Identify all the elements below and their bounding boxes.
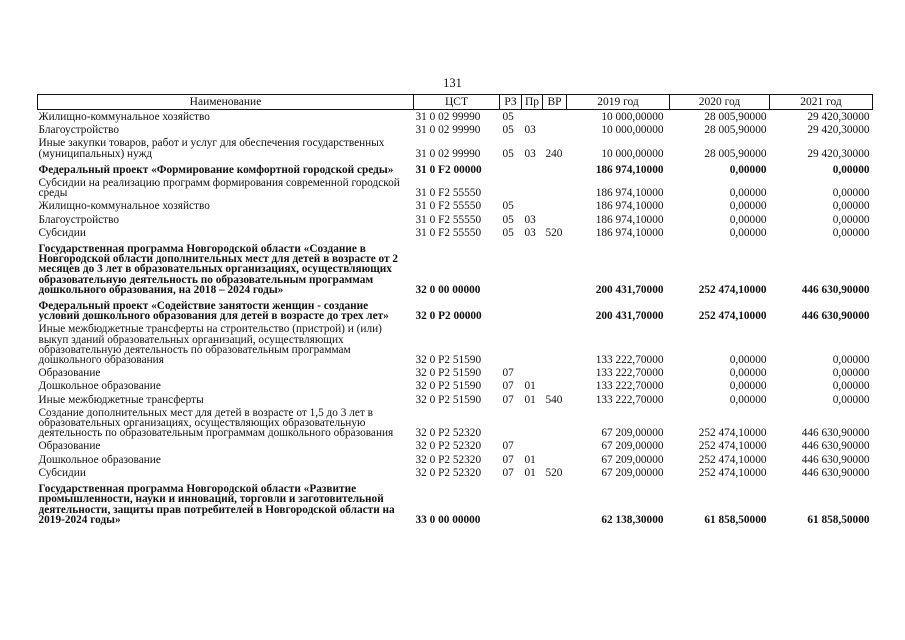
row-name: Государственная программа Новгородской области «Создание в Новгородской области дополнительных мест для детей в возрасте от 2 месяцев до 3 лет в образовательных организациях, осуществляющих образовательную деятельность по образовательным программам дошкольного образования, на 2018 – 2024 годы» xyxy=(38,243,399,296)
table-row xyxy=(38,322,873,366)
row-2020: 252 474,10000 xyxy=(698,427,767,440)
row-2021: 29 420,30000 xyxy=(807,111,870,123)
row-name: Образование xyxy=(38,440,101,453)
row-2020: 252 474,10000 xyxy=(698,453,767,466)
row-2019: 186 974,10000 xyxy=(595,213,664,226)
row-name: Жилищно-коммунальное хозяйство xyxy=(38,200,210,213)
row-vr xyxy=(543,379,567,392)
table-row xyxy=(38,479,873,526)
row-2021: 446 630,90000 xyxy=(801,283,870,296)
row-name: Субсидии на реализацию программ формирования современной городской среды xyxy=(38,177,400,200)
row-2019: 10 000,00000 xyxy=(601,111,664,123)
row-rz: 07 xyxy=(502,393,514,406)
row-name: Жилищно-коммунальное хозяйство xyxy=(38,111,210,123)
row-2021: 0,00000 xyxy=(832,354,870,367)
row-2021: 0,00000 xyxy=(832,213,870,226)
row-cst: 32 0 P2 52320 xyxy=(415,440,482,453)
row-name: Иные межбюджетные трансферты xyxy=(38,393,204,406)
table-row xyxy=(38,393,873,406)
table-header-row xyxy=(38,95,873,110)
row-cst: 32 0 P2 00000 xyxy=(415,310,482,323)
row-2021: 0,00000 xyxy=(832,380,870,393)
row-pr: 01 xyxy=(524,453,536,466)
row-2020: 28 005,90000 xyxy=(704,124,767,137)
table-row xyxy=(38,453,873,466)
row-cst: 32 0 P2 51590 xyxy=(415,393,482,406)
row-2020: 252 474,10000 xyxy=(698,310,767,323)
row-name: Благоустройство xyxy=(38,124,119,137)
row-cst: 31 0 F2 00000 xyxy=(415,163,482,176)
row-vr xyxy=(543,479,567,526)
row-rz xyxy=(500,322,522,366)
table-row xyxy=(38,160,873,176)
row-2020: 0,00000 xyxy=(729,226,767,239)
row-2021: 29 420,30000 xyxy=(807,147,870,160)
row-2019: 67 209,00000 xyxy=(601,466,664,479)
row-2020: 0,00000 xyxy=(729,380,767,393)
row-cst: 32 0 P2 51590 xyxy=(415,380,482,393)
row-name: Государственная программа Новгородской области «Развитие промышленности, науки и инноваций, торговли и заготовительной деятельности, защиты прав потребителей в Новгородской области на 2019-2024 годы» xyxy=(38,483,395,526)
row-2019: 133 222,70000 xyxy=(595,367,664,380)
row-rz: 05 xyxy=(502,200,514,213)
row-cst: 33 0 00 00000 xyxy=(415,513,481,526)
row-2021: 446 630,90000 xyxy=(801,310,870,323)
row-pr: 03 xyxy=(524,226,536,239)
row-rz: 07 xyxy=(502,453,514,466)
row-rz: 05 xyxy=(502,226,514,239)
row-rz xyxy=(500,239,522,296)
row-vr xyxy=(543,453,567,466)
row-2019: 200 431,70000 xyxy=(595,283,664,296)
row-pr: 03 xyxy=(524,147,536,160)
row-pr xyxy=(522,296,543,322)
row-2020: 0,00000 xyxy=(729,213,767,226)
table-row xyxy=(38,110,873,124)
row-2021: 29 420,30000 xyxy=(807,124,870,137)
row-2019: 186 974,10000 xyxy=(595,226,664,239)
table-row xyxy=(38,176,873,199)
row-pr xyxy=(522,160,543,176)
header-2021: 2021 год xyxy=(770,95,873,110)
row-name: Создание дополнительных мест для детей в возрасте от 1,5 до 3 лет в образовательных организациях, осуществляющих образовательную деятельность по образовательным программам дошкольного образования xyxy=(38,406,394,440)
table-body xyxy=(38,110,873,526)
row-2021: 446 630,90000 xyxy=(801,466,870,479)
row-name: Благоустройство xyxy=(38,213,119,226)
row-2020: 28 005,90000 xyxy=(704,111,767,123)
row-2020: 61 858,50000 xyxy=(704,513,767,526)
row-2021: 0,00000 xyxy=(832,200,870,213)
row-2019: 10 000,00000 xyxy=(601,147,664,160)
row-2020: 0,00000 xyxy=(729,354,767,367)
row-cst: 31 0 F2 55550 xyxy=(415,187,482,200)
row-vr xyxy=(543,176,567,199)
row-2019: 62 138,30000 xyxy=(601,513,664,526)
row-pr xyxy=(522,406,543,440)
row-cst: 32 0 P2 51590 xyxy=(415,367,482,380)
row-cst: 32 0 P2 52320 xyxy=(415,453,482,466)
row-cst: 31 0 F2 55550 xyxy=(415,226,482,239)
row-name: Субсидии xyxy=(38,226,86,239)
table-row xyxy=(38,366,873,379)
row-2019: 186 974,10000 xyxy=(595,187,664,200)
row-vr xyxy=(543,160,567,176)
row-rz: 07 xyxy=(502,466,514,479)
header-pr: Пр xyxy=(522,95,543,110)
table-row xyxy=(38,296,873,322)
table-row xyxy=(38,466,873,479)
row-2019: 186 974,10000 xyxy=(595,163,664,176)
row-rz xyxy=(500,176,522,199)
row-cst: 32 0 00 00000 xyxy=(415,283,481,296)
header-name: Наименование xyxy=(38,95,414,110)
row-pr xyxy=(522,176,543,199)
row-2020: 0,00000 xyxy=(729,367,767,380)
row-pr: 01 xyxy=(524,466,536,479)
table-row xyxy=(38,136,873,159)
row-cst: 31 0 F2 55550 xyxy=(415,200,482,213)
row-pr xyxy=(522,366,543,379)
table-row xyxy=(38,406,873,440)
row-2019: 10 000,00000 xyxy=(601,124,664,137)
table-row xyxy=(38,123,873,136)
header-cst: ЦСТ xyxy=(414,95,500,110)
table-row xyxy=(38,239,873,296)
row-pr: 01 xyxy=(524,380,536,393)
row-2020: 252 474,10000 xyxy=(698,440,767,453)
row-2021: 446 630,90000 xyxy=(801,440,870,453)
table-row xyxy=(38,199,873,212)
row-cst: 32 0 P2 52320 xyxy=(415,466,482,479)
row-pr xyxy=(522,439,543,452)
row-vr xyxy=(543,239,567,296)
row-name: Субсидии xyxy=(38,466,86,479)
row-rz xyxy=(500,160,522,176)
row-cst: 31 0 02 99990 xyxy=(415,147,481,160)
row-vr: 540 xyxy=(545,393,563,406)
row-2020: 0,00000 xyxy=(729,393,767,406)
row-pr xyxy=(522,239,543,296)
row-name: Дошкольное образование xyxy=(38,453,161,466)
page-number: 131 xyxy=(443,76,462,90)
row-vr xyxy=(543,322,567,366)
row-2019: 133 222,70000 xyxy=(595,354,664,367)
row-2021: 0,00000 xyxy=(832,187,870,200)
row-rz: 05 xyxy=(502,124,514,137)
table-row xyxy=(38,226,873,239)
header-2019: 2019 год xyxy=(567,95,670,110)
row-2021: 0,00000 xyxy=(832,226,870,239)
row-2021: 61 858,50000 xyxy=(807,513,870,526)
row-vr xyxy=(543,199,567,212)
row-pr xyxy=(522,322,543,366)
table-row xyxy=(38,439,873,452)
row-2021: 0,00000 xyxy=(832,367,870,380)
row-vr xyxy=(543,366,567,379)
row-2020: 252 474,10000 xyxy=(698,283,767,296)
row-pr: 01 xyxy=(524,393,536,406)
row-rz: 07 xyxy=(502,367,514,380)
row-vr xyxy=(543,213,567,226)
row-2019: 133 222,70000 xyxy=(595,380,664,393)
header-2020: 2020 год xyxy=(670,95,770,110)
row-rz xyxy=(500,406,522,440)
row-2019: 67 209,00000 xyxy=(601,427,664,440)
header-vr: ВР xyxy=(543,95,567,110)
row-rz: 05 xyxy=(502,213,514,226)
row-rz: 05 xyxy=(502,111,514,123)
row-pr xyxy=(522,479,543,526)
row-2020: 28 005,90000 xyxy=(704,147,767,160)
row-2021: 0,00000 xyxy=(832,393,870,406)
row-2020: 0,00000 xyxy=(729,163,767,176)
row-vr: 240 xyxy=(545,147,563,160)
row-vr: 520 xyxy=(545,226,563,239)
row-2020: 252 474,10000 xyxy=(698,466,767,479)
row-2019: 200 431,70000 xyxy=(595,310,664,323)
row-name: Федеральный проект «Содействие занятости женщин - создание условий дошкольного образования для детей в возрасте до трех лет» xyxy=(38,300,389,323)
row-cst: 32 0 P2 51590 xyxy=(415,354,482,367)
table-row xyxy=(38,379,873,392)
row-2019: 67 209,00000 xyxy=(601,453,664,466)
row-vr xyxy=(543,296,567,322)
row-rz xyxy=(500,479,522,526)
row-cst: 31 0 02 99990 xyxy=(415,111,481,123)
row-2021: 446 630,90000 xyxy=(801,427,870,440)
row-2021: 0,00000 xyxy=(832,163,870,176)
row-rz: 07 xyxy=(502,380,514,393)
row-cst: 31 0 02 99990 xyxy=(415,124,481,137)
row-vr: 520 xyxy=(545,466,563,479)
row-rz: 07 xyxy=(502,440,514,453)
row-2021: 446 630,90000 xyxy=(801,453,870,466)
row-pr xyxy=(522,199,543,212)
header-rz: РЗ xyxy=(500,95,522,110)
row-2019: 133 222,70000 xyxy=(595,393,664,406)
row-cst: 32 0 P2 52320 xyxy=(415,427,482,440)
row-2019: 186 974,10000 xyxy=(595,200,664,213)
row-rz: 05 xyxy=(502,147,514,160)
row-2019: 67 209,00000 xyxy=(601,440,664,453)
row-name: Дошкольное образование xyxy=(38,380,161,393)
row-name: Иные межбюджетные трансферты на строительство (пристрой) и (или) выкуп зданий образовательных организаций, осуществляющих образовательную деятельность по образовательным программам дошкольного образования xyxy=(38,323,382,367)
row-name: Образование xyxy=(38,367,101,380)
row-2020: 0,00000 xyxy=(729,200,767,213)
row-pr: 03 xyxy=(524,213,536,226)
row-rz xyxy=(500,296,522,322)
row-pr: 03 xyxy=(524,124,536,137)
table-row xyxy=(38,213,873,226)
row-pr xyxy=(522,110,543,124)
row-vr xyxy=(543,110,567,124)
row-vr xyxy=(543,406,567,440)
row-name: Федеральный проект «Формирование комфортной городской среды» xyxy=(38,163,394,176)
row-name: Иные закупки товаров, работ и услуг для обеспечения государственных (муниципальных) нужд xyxy=(38,137,385,160)
row-vr xyxy=(543,439,567,452)
row-cst: 31 0 F2 55550 xyxy=(415,213,482,226)
budget-table xyxy=(37,94,873,526)
row-2020: 0,00000 xyxy=(729,187,767,200)
row-vr xyxy=(543,123,567,136)
